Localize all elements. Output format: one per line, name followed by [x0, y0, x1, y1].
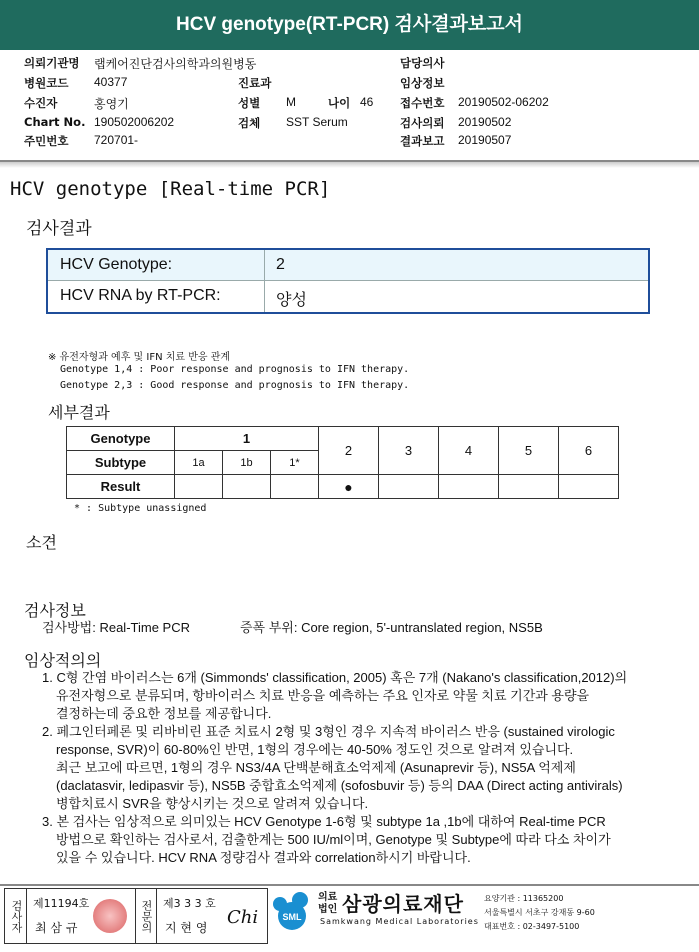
- result-cell: [175, 475, 223, 499]
- amplification-region: 증폭 부위: Core region, 5'-untranslated region, NS5B: [240, 620, 543, 635]
- clinical-meaning-heading: 임상적의의: [24, 651, 102, 670]
- result-row-rna: [48, 281, 648, 312]
- clinical-info-label: 임상정보: [400, 76, 445, 90]
- genotype-1-header: 1: [175, 427, 319, 451]
- result-cell: [559, 475, 619, 499]
- genotype-header: Genotype: [67, 427, 175, 451]
- signature: Chi: [227, 907, 259, 928]
- org-contact: [484, 892, 595, 934]
- result-cell: [223, 475, 271, 499]
- genotype-header-cell: 3: [379, 427, 439, 475]
- notes-title: ※ 유전자형과 예후 및 IFN 치료 반응 관계: [48, 352, 231, 363]
- genotype-header-cell: 5: [499, 427, 559, 475]
- subtype-header: Subtype: [67, 451, 175, 475]
- clinical-p2-line: (daclatasvir, ledipasvir 등), NS5B 중합효소억제제 (sofosbuvir 등) 등의 DAA (Direct acting antivirals): [56, 778, 623, 793]
- result-cell: [499, 475, 559, 499]
- genotype-header-cell: 6: [559, 427, 619, 475]
- request-value: 20190502: [458, 115, 512, 129]
- clinical-p3-line: 방법으로 확인하는 검사로서, 검출한계는 500 IU/ml이며, Genotype 및 Subtype에 따라 다소 차이가: [56, 832, 611, 847]
- footer: [0, 884, 699, 952]
- result-key: HCV RNA by RT-PCR:: [60, 287, 221, 304]
- result-cell: [379, 475, 439, 499]
- seal-stamp-icon: [93, 899, 127, 933]
- clinical-p3-line: 있을 수 있습니다. HCV RNA 정량검사 결과와 correlation하시기 바랍니다.: [56, 850, 471, 865]
- clinical-p2-line: 2. 페그인터페론 및 리바비린 표준 치료시 2형 및 3형인 경우 지속적 바이러스 반응 (sustained virologic: [42, 724, 615, 739]
- org-logo-icon: [270, 890, 314, 934]
- contact-line: 요양기관 : 11365200: [484, 894, 564, 903]
- result-value: 양성: [276, 292, 307, 309]
- signature-box: [4, 888, 268, 944]
- specimen-value: SST Serum: [286, 115, 348, 129]
- result-value: 2: [276, 256, 285, 273]
- tester-name: 최 삼 규: [35, 921, 78, 935]
- test-info-heading: 검사정보: [24, 601, 86, 620]
- results-heading: 검사결과: [26, 219, 92, 239]
- sex-label: 성별: [238, 96, 261, 110]
- chart-label: Chart No.: [24, 115, 86, 129]
- specimen-label: 검체: [238, 116, 261, 130]
- hospital-code-value: 40377: [94, 75, 128, 89]
- notes-line-2: Genotype 2,3 : Good response and prognosis to IFN therapy.: [60, 380, 410, 391]
- test-method: 검사방법: Real-Time PCR: [42, 620, 190, 635]
- result-cell: [439, 475, 499, 499]
- detail-table: [66, 426, 619, 499]
- clinical-p1-line: 결정하는데 중요한 정보를 제공합니다.: [56, 706, 272, 721]
- section-title: HCV genotype [Real-time PCR]: [10, 178, 331, 200]
- hospital-code-label: 병원코드: [24, 76, 69, 90]
- doctor-label: 담당의사: [400, 56, 445, 70]
- request-label: 검사의뢰: [400, 116, 445, 130]
- org-name: 삼광의료재단: [342, 892, 464, 916]
- clinical-p1-line: 유전자형으로 분류되며, 항바이러스 치료 반응을 예측하는 주요 인자로 약물 치료 기간과 용량을: [56, 688, 590, 703]
- info-divider-shadow: [0, 162, 699, 168]
- result-mark: ●: [319, 475, 379, 499]
- contact-line: 서울특별시 서초구 강재동 9-60: [484, 908, 595, 917]
- result-header: Result: [67, 475, 175, 499]
- clinical-p2-line: 최근 보고에 따르면, 1형의 경우 NS3/4A 단백분해효소억제제 (Asunaprevir 등), NS5A 억제제: [56, 760, 576, 775]
- receiver-value: 홍영기: [94, 97, 129, 111]
- genotype-header-cell: 4: [439, 427, 499, 475]
- specialist-label: 전문의: [135, 889, 157, 943]
- institution-value: 랩케어진단검사의학과의원병동: [94, 57, 257, 71]
- result-cell: [271, 475, 319, 499]
- specialist-name: 지 현 영: [165, 921, 208, 935]
- result-row-genotype: [48, 250, 648, 281]
- opinion-heading: 소견: [26, 533, 57, 552]
- age-value: 46: [360, 95, 374, 109]
- clinical-p2-line: response, SVR)이 60-80%인 반면, 1형의 경우에는 40-50% 정도인 것으로 알려져 있습니다.: [56, 742, 574, 757]
- notes-line-1: Genotype 1,4 : Poor response and prognosis to IFN therapy.: [60, 364, 410, 375]
- detail-heading: 세부결과: [48, 403, 110, 422]
- report-date-label: 결과보고: [400, 134, 445, 148]
- clinical-p1-line: 1. C형 간염 바이러스는 6개 (Simmonds' classification, 2005) 혹은 7개 (Nakano's classification,2012)의: [42, 670, 628, 685]
- ssn-label: 주민번호: [24, 134, 69, 148]
- accession-value: 20190502-06202: [458, 95, 549, 109]
- specialist-number: 제3 3 3 호: [163, 897, 216, 910]
- corp-label-1: 의료: [318, 892, 338, 903]
- corp-label: [318, 892, 337, 916]
- org-name-en: Samkwang Medical Laboratories: [320, 917, 479, 926]
- tester-label: 검사자: [5, 889, 27, 943]
- subtype-cell: 1*: [271, 451, 319, 475]
- ssn-value: 720701-: [94, 133, 139, 147]
- svg-text:SML: SML: [282, 912, 302, 922]
- institution-label: 의뢰기관명: [24, 56, 80, 70]
- genotype-header-cell: 2: [319, 427, 379, 475]
- dept-label: 진료과: [238, 76, 272, 90]
- results-box: [46, 248, 650, 314]
- sex-value: M: [286, 95, 296, 109]
- clinical-p3-line: 3. 본 검사는 임상적으로 의미있는 HCV Genotype 1-6형 및 subtype 1a ,1b에 대하여 Real-time PCR: [42, 814, 606, 829]
- subtype-cell: 1a: [175, 451, 223, 475]
- subtype-cell: 1b: [223, 451, 271, 475]
- detail-footnote: * : Subtype unassigned: [74, 503, 207, 514]
- clinical-p2-line: 병합치료시 SVR을 향상시키는 것으로 알려져 있습니다.: [56, 796, 369, 811]
- result-divider: [264, 250, 265, 312]
- result-key: HCV Genotype:: [60, 256, 173, 273]
- report-title: HCV genotype(RT-PCR) 검사결과보고서: [0, 0, 699, 50]
- footer-divider: [0, 884, 699, 886]
- contact-line: 대표번호 : 02-3497-5100: [484, 922, 580, 931]
- receiver-label: 수진자: [24, 96, 58, 110]
- tester-number: 제11194호: [33, 897, 90, 910]
- corp-label-2: 법인: [318, 904, 338, 915]
- accession-label: 접수번호: [400, 96, 445, 110]
- report-date-value: 20190507: [458, 133, 512, 147]
- chart-value: 190502006202: [94, 115, 175, 129]
- age-label: 나이: [328, 96, 351, 110]
